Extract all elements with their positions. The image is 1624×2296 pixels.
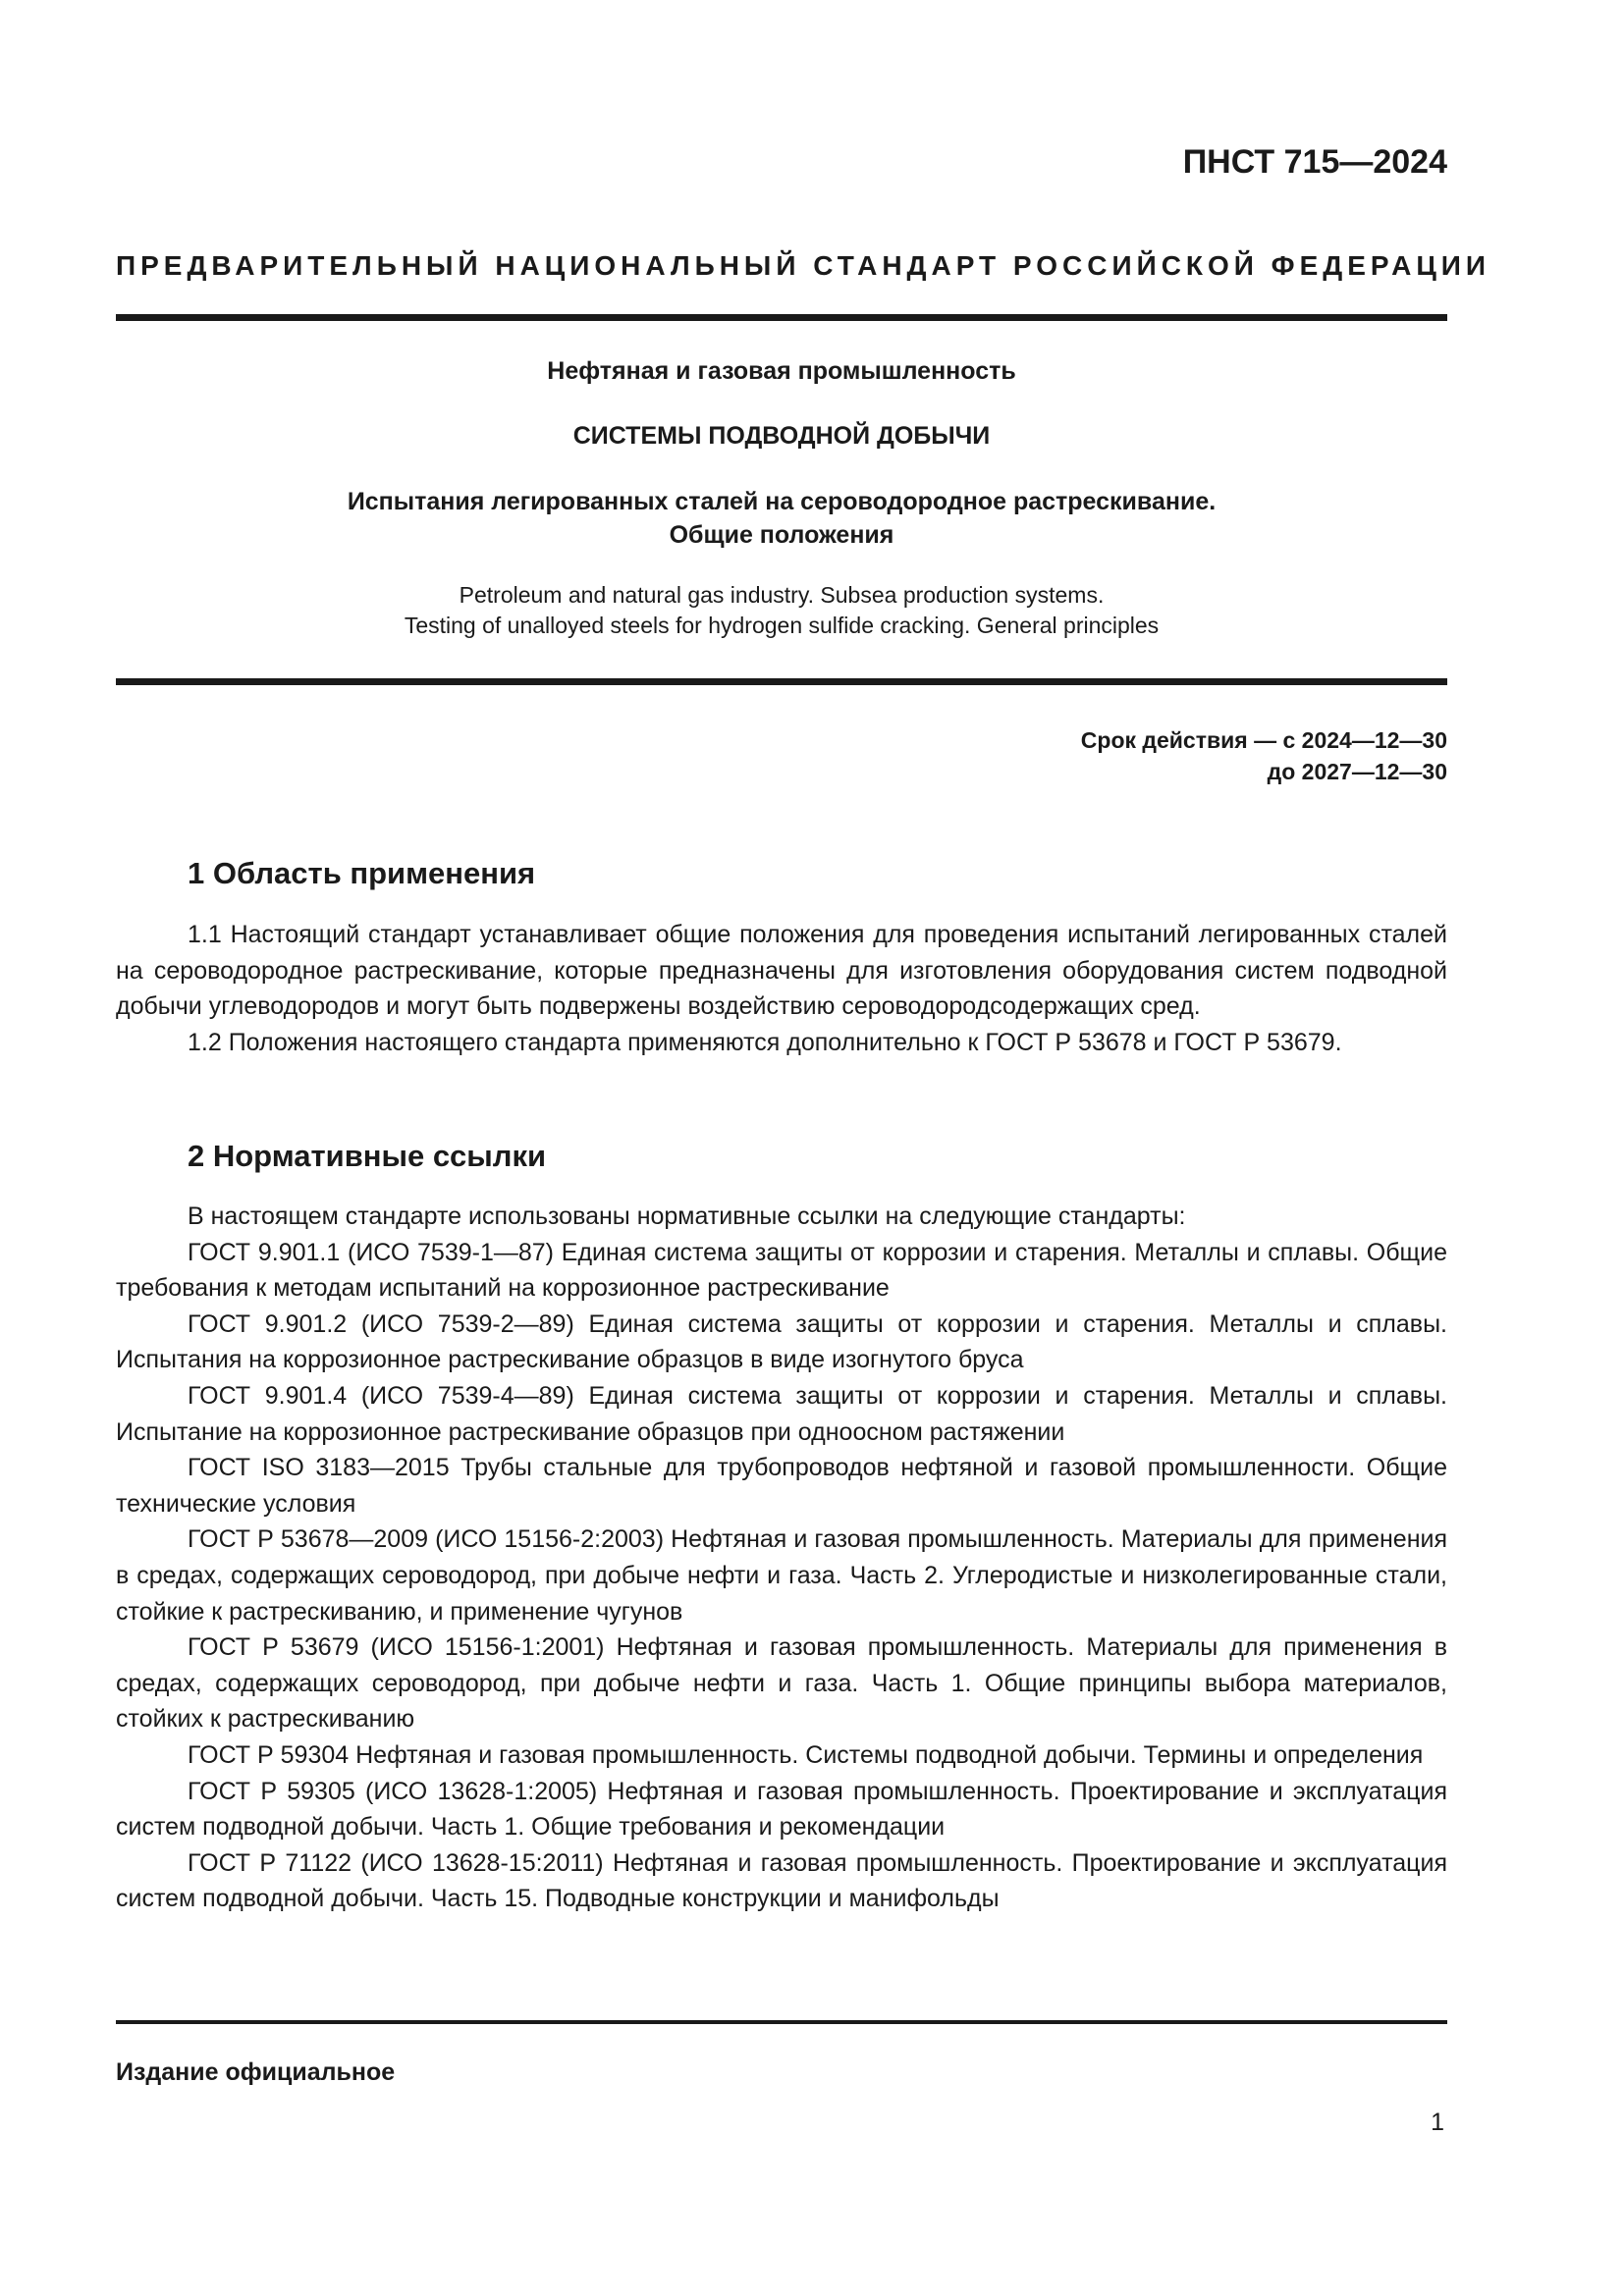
english-title (116, 580, 1447, 641)
subtitle-line-2: Общие положения (669, 521, 894, 549)
reference-item: ГОСТ Р 53679 (ИСО 15156-1:2001) Нефтяная и газовая промышленность. Материалы для применения в средах, содержащих сероводород, при добыче нефти и газа. Часть 1. Общие принципы выбора материалов, стойких к растрескиванию (116, 1633, 1447, 1734)
english-title-line-1: Petroleum and natural gas industry. Subsea production systems. (459, 582, 1105, 608)
standard-banner: ПРЕДВАРИТЕЛЬНЫЙ НАЦИОНАЛЬНЫЙ СТАНДАРТ РОССИЙСКОЙ ФЕДЕРАЦИИ (116, 250, 1491, 281)
paragraph: 1.2 Положения настоящего стандарта применяются дополнительно к ГОСТ Р 53678 и ГОСТ Р 53679. (188, 1028, 1342, 1056)
validity-from: Срок действия — с 2024—12—30 (1080, 727, 1447, 753)
document-code: ПНСТ 715—2024 (1182, 143, 1447, 181)
reference-item: ГОСТ Р 71122 (ИСО 13628-15:2011) Нефтяная и газовая промышленность. Проектирование и эксплуатация систем подводной добычи. Часть 15. Подводные конструкции и манифольды (116, 1848, 1447, 1913)
title-bottom-rule (116, 678, 1447, 685)
footer-rule (116, 2020, 1447, 2024)
reference-item: ГОСТ Р 59304 Нефтяная и газовая промышленность. Системы подводной добычи. Термины и определения (188, 1740, 1424, 1769)
section-1-heading: 1 Область применения (188, 856, 536, 890)
reference-item: ГОСТ 9.901.1 (ИСО 7539-1—87) Единая система защиты от коррозии и старения. Металлы и сплавы. Общие требования к методам испытаний на коррозионное растрескивание (116, 1238, 1447, 1303)
section-1-body (116, 917, 1447, 1060)
paragraph: В настоящем стандарте использованы нормативные ссылки на следующие стандарты: (188, 1202, 1186, 1230)
english-title-line-2: Testing of unalloyed steels for hydrogen sulfide cracking. General principles (404, 613, 1160, 638)
reference-item: ГОСТ ISO 3183—2015 Трубы стальные для трубопроводов нефтяной и газовой промышленности. Общие технические условия (116, 1454, 1447, 1518)
main-title: СИСТЕМЫ ПОДВОДНОЙ ДОБЫЧИ (572, 422, 991, 450)
section-2-body (116, 1199, 1447, 1917)
reference-item: ГОСТ Р 59305 (ИСО 13628-1:2005) Нефтяная и газовая промышленность. Проектирование и эксплуатация систем подводной добычи. Часть 1. Общие требования и рекомендации (116, 1777, 1447, 1842)
reference-item: ГОСТ Р 53678—2009 (ИСО 15156-2:2003) Нефтяная и газовая промышленность. Материалы для применения в средах, содержащих сероводород, при добыче нефти и газа. Часть 2. Углеродистые и низколегированные стали, стойкие к растрескиванию, и применение чугунов (116, 1525, 1447, 1626)
subtitle-line-1: Испытания легированных сталей на сероводородное растрескивание. (347, 488, 1217, 515)
reference-item: ГОСТ 9.901.4 (ИСО 7539-4—89) Единая система защиты от коррозии и старения. Металлы и сплавы. Испытание на коррозионное растрескивание образцов при одноосном растяжении (116, 1381, 1447, 1446)
sector-title: Нефтяная и газовая промышленность (547, 357, 1016, 385)
section-2-heading: 2 Нормативные ссылки (188, 1139, 547, 1173)
official-edition-label: Издание официальное (116, 2058, 396, 2086)
top-rule (116, 314, 1447, 321)
validity-to: до 2027—12—30 (1267, 759, 1447, 784)
validity-period (1081, 724, 1447, 787)
subtitle (116, 485, 1447, 552)
reference-item: ГОСТ 9.901.2 (ИСО 7539-2—89) Единая система защиты от коррозии и старения. Металлы и сплавы. Испытания на коррозионное растрескивание образцов в виде изогнутого бруса (116, 1309, 1447, 1374)
paragraph: 1.1 Настоящий стандарт устанавливает общие положения для проведения испытаний легированных сталей на сероводородное растрескивание, которые предназначены для изготовления оборудования систем подводной добычи углеводородов и могут быть подвержены воздействию сероводородсодержащих сред. (116, 921, 1447, 1021)
page-number: 1 (1431, 2109, 1444, 2136)
